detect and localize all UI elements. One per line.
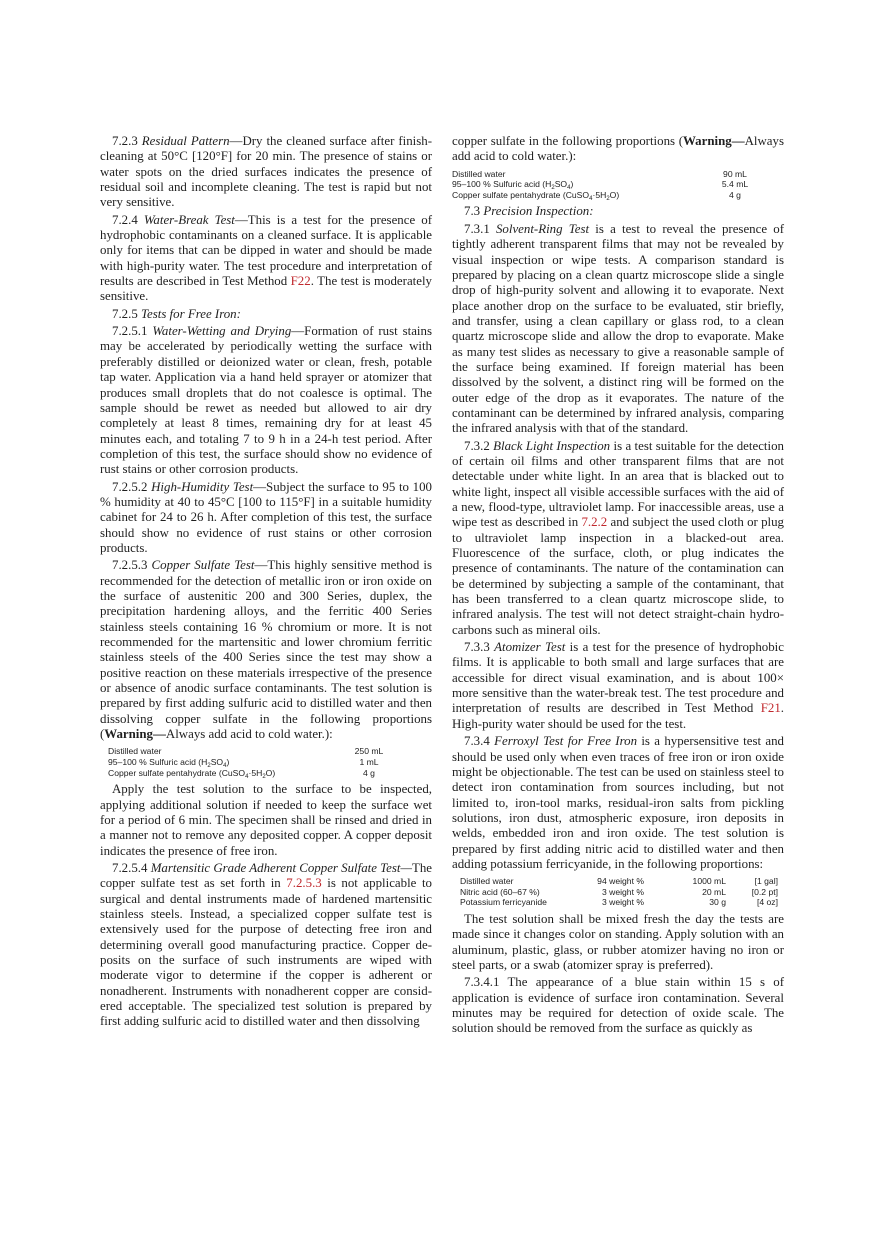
ingredient-text: ·5H: [592, 189, 607, 200]
subscript: 2: [606, 195, 610, 202]
section-title: Ferroxyl Test for Free Iron: [494, 734, 638, 749]
ingredient-cell: Nitric acid (60–67 %): [460, 886, 540, 897]
paragraph-text: —Dry the cleaned surface after finish-cleaning at 50°C [120°F] for 20 min. The presence of stains or water spots on the dried surfaces indicates the presence of residual soil and incomplete cleaning. The test is rapid but not very sensitive.: [100, 134, 432, 210]
link-f21[interactable]: F21: [760, 701, 781, 716]
ingredient-text: Copper sulfate pentahydrate (CuSO: [452, 189, 590, 200]
section-title: High-Humidity Test: [151, 479, 254, 494]
ingredient-text: O): [265, 767, 276, 778]
section-number: 7.3: [464, 204, 481, 219]
subscript: 2: [207, 763, 211, 769]
paragraph-7-3: [452, 204, 784, 219]
warning-text: Always add acid to cold water.):: [452, 134, 784, 164]
amount-cell: 4 g: [729, 189, 741, 200]
paragraph-text: . High-purity water should be used for the test.: [452, 701, 784, 731]
paragraph-text: The copper sulfate test as set forth in: [100, 860, 432, 891]
section-number: 7.3.4: [464, 734, 490, 749]
paragraph-text: is a test for the presence of hydrophobic films. It is applicable to both small and large surfaces that are accessible for direct visual examination, and is about 100× more sensitive than the water-break test. The test procedure and interpretation of results are described in Test Method: [452, 640, 784, 716]
paragraph-text: . The test is moderately sensitive.: [100, 274, 432, 304]
amount-cell: 5.4 mL: [721, 179, 749, 190]
paragraph-7-3-3: [452, 640, 784, 732]
section-title: Copper Sulfate Test: [151, 558, 255, 573]
section-title: Martensitic Grade Adherent Copper Sulfate Test—: [150, 860, 412, 875]
section-number: 7.3.3: [464, 640, 490, 655]
section-number: 7.3.4.1: [464, 975, 500, 990]
section-title: Water-Break Test: [143, 212, 235, 227]
paragraph-7-3-4: [452, 734, 784, 872]
paragraph-text: The appearance of a blue stain within 15 s of application is evidence of surface iron contamination. Several minutes may be required for detection of oxide scale. The solution should be removed from the surface as quickly as: [452, 975, 784, 1036]
left-column: [100, 134, 432, 1032]
subscript: 4: [245, 773, 249, 780]
paragraph-7-3-4-1: [452, 975, 784, 1036]
amount-cell: 1 mL: [359, 757, 379, 767]
weight-cell: 3 weight %: [601, 886, 644, 897]
ingredient-cell: Distilled water: [452, 168, 506, 179]
link-7-2-2[interactable]: 7.2.2: [581, 515, 608, 530]
paragraph-7-2-3: [100, 134, 432, 211]
section-number: 7.2.5.4: [112, 860, 148, 875]
subscript: 4: [589, 195, 593, 202]
paragraph-text: is a hypersensitive test and should be used only when even traces of free iron or iron oxide might be objectionable. The test can be used on stainless steel to detect iron contamination from sources including, but not limited to, iron-tool marks, residual-iron salts from pickling solutions, iron dust, atmospheric exposure, iron deposits in welds, embedded iron and iron oxide. The test solution is prepared by first adding nitric acid to distilled water and then adding potassium ferricyanide, in the following proportions:: [452, 734, 784, 871]
paragraph-text: is not applicable to surgical and dental instruments made of hardened martensitic stainless steels. Instead, a specialized copper sulfate test is extensively used for the purpose of detecting free iron and determining overall good manufacturing practice. Copper deposits on the surface of such instruments are wiped with moderate vigor to determine if the copper is adherent or nonadherent. Instruments with nonadherent copper are considered acceptable. The specialized test solution is prepared by first adding sulfuric acid to distilled water and then dissolving: [100, 876, 432, 1029]
copper-sulfate-recipe-table: [108, 746, 404, 778]
section-number: 7.2.4: [112, 212, 138, 227]
ingredient-text: SO: [210, 757, 224, 767]
section-title: Solvent-Ring Test: [495, 221, 590, 236]
paragraph-text: —Subject the surface to 95 to 100 % humidity at 40 to 45°C [100 to 115°F] in a suitable humidity cabinet for 24 to 26 h. After completion of this test, the surface should show no evidence of rust stains or other corrosion products.: [100, 479, 432, 555]
metric-cell: 1000 mL: [692, 876, 726, 887]
ingredient-cell: [452, 190, 700, 201]
paragraph-mixed-fresh: The test solution shall be mixed fresh the day the tests are made since it changes color on standing. Apply solution with an aluminum, plastic, glass, or rubber atomizer having no iron or steel parts, or a swab (atomizer spray is preferred).: [452, 912, 784, 973]
section-number: 7.2.3: [112, 134, 138, 148]
ingredient-text: ·5H: [248, 767, 263, 778]
ingredient-text: 95–100 % Sulfuric acid (H: [452, 179, 552, 190]
paragraph-text: and subject the used cloth or plug to ultraviolet lamp inspection in a blacked-out area. Fluorescence of the surface, cloth, or plug indicates the presence of contaminants. The nature of the contamination can be determined by subjecting a sample of the contaminant, that has been transferred to a clean quartz microscope slide, to infrared analysis. The test will not detect straight-chain hydrocarbons such as mineral oils.: [452, 515, 784, 637]
warning-text: Always add acid to cold water.):: [165, 727, 333, 742]
link-7-2-5-3[interactable]: 7.2.5.3: [286, 876, 322, 891]
ingredient-cell: [108, 757, 334, 768]
weight-cell: 3 weight %: [601, 897, 644, 908]
paragraph-7-3-2: [452, 439, 784, 638]
right-column: [452, 134, 784, 1039]
subscript: 2: [551, 185, 555, 192]
ingredient-cell: Distilled water: [108, 746, 162, 757]
section-number: 7.2.5.1: [112, 324, 148, 339]
ingredient-cell: [108, 768, 334, 779]
section-title: Atomizer Test: [494, 640, 566, 655]
metric-cell: 20 mL: [702, 886, 726, 897]
paragraph-text: is a test to reveal the presence of tightly adherent transparent films that may not be revealed by visual inspection or wipe tests. A comparison standard is prepared by placing on a clean quartz microscope slide a single drop of high-purity solvent and allowing it to evaporate. Next place another drop on the surface to be evaluated, stir briefly, and transfer, using a clean capillary or glass rod, to a clean quartz microscope slide and allow the drop to evaporate. Make as many test slides as necessary to give a reasonable sample of the surface being examined. If foreign material has been dissolved by the solvent, a distinct ring will be formed on the outer edge of the drop as it evaporates. The nature of the contaminant can be determined by infrared analysis, comparing the infrared analysis with that of the standard.: [452, 221, 784, 436]
imperial-cell: [0.2 pt]: [751, 886, 778, 897]
ingredient-text: ): [226, 757, 230, 767]
ferroxyl-recipe-table: [460, 876, 778, 908]
paragraph-7-2-5-1: [100, 324, 432, 477]
table-row: [460, 887, 778, 898]
section-title: Black Light Inspection: [493, 438, 611, 453]
section-number: 7.3.2: [464, 438, 490, 453]
amount-cell: 250 mL: [354, 746, 384, 757]
ingredient-text: 95–100 % Sulfuric acid (H: [108, 757, 208, 767]
paragraph-7-2-5-2: [100, 480, 432, 557]
weight-cell: 94 weight %: [597, 876, 644, 887]
section-number: 7.3.1: [464, 221, 490, 236]
paragraph-text: —This highly sensitive method is recommended for the detection of metallic iron or iron oxide on the surface of austenitic 200 and 300 Series, duplex, the precipitation hardening alloys, and the ferritic 400 Series stainless steels containing 16 % chromium or more. It is not recommended for the martensitic and lower chromium ferritic stainless steels of the 400 Series since the test may show a positive reaction on these materials irrespective of the presence or absence of anodic surface contaminants. The test solution is prepared by first adding sulfuric acid to distilled water and then dissolving copper sulfate in the following proportions (: [100, 558, 432, 742]
paragraph-7-2-4: [100, 213, 432, 305]
table-row: [452, 190, 770, 201]
section-title: Residual Pattern: [141, 134, 230, 148]
subscript: 4: [567, 185, 571, 192]
section-number: 7.2.5.2: [112, 479, 148, 494]
paragraph-continuation: [452, 134, 784, 165]
subscript: 2: [262, 773, 266, 780]
imperial-cell: [4 oz]: [756, 897, 778, 908]
table-row: [108, 768, 404, 779]
table-row: [108, 746, 404, 757]
paragraph-text: —This is a test for the presence of hydrophobic contaminants on a cleaned surface. It is applicable only for items that can be dipped in water and should be made with high-purity water. The test procedure and interpretation of results are described in Test Method: [100, 212, 432, 289]
section-number: 7.2.5.3: [112, 558, 148, 573]
paragraph-7-2-5: [100, 307, 432, 322]
paragraph-7-2-5-4: [100, 861, 432, 1030]
ingredient-text: ): [570, 179, 574, 190]
amount-cell: 4 g: [363, 767, 375, 778]
paragraph-7-2-5-3: [100, 558, 432, 742]
section-title: Water-Wetting and Drying: [152, 324, 292, 339]
table-row: [452, 169, 770, 180]
table-row: [460, 876, 778, 887]
table-row: [452, 179, 770, 190]
specialized-copper-sulfate-recipe-table: [452, 169, 770, 201]
imperial-cell: [1 gal]: [754, 876, 778, 887]
paragraph-text: copper sulfate in the following proportions (: [452, 134, 683, 148]
subscript: 4: [223, 763, 227, 769]
amount-cell: 90 mL: [723, 168, 747, 179]
warning-label: Warning—: [104, 727, 166, 742]
section-title: Precision Inspection:: [483, 204, 594, 219]
paragraph-7-3-1: [452, 222, 784, 437]
ingredient-cell: [452, 179, 700, 190]
ingredient-text: Copper sulfate pentahydrate (CuSO: [108, 767, 246, 778]
section-title: Tests for Free Iron:: [141, 306, 241, 321]
paragraph-apply-solution: Apply the test solution to the surface to be inspected, applying additional solution if needed to keep the surface wet for a period of 6 min. The specimen shall be rinsed and dried in a manner not to remove any deposited copper. A copper deposit indicates the presence of free iron.: [100, 782, 432, 858]
ingredient-text: SO: [554, 179, 568, 190]
ingredient-cell: Potassium ferricyanide: [460, 897, 547, 908]
metric-cell: 30 g: [709, 897, 726, 908]
link-f22[interactable]: F22: [290, 274, 311, 289]
ingredient-cell: Distilled water: [460, 876, 514, 887]
ingredient-text: O): [609, 189, 620, 200]
warning-label: Warning—: [683, 134, 745, 148]
section-number: 7.2.5: [112, 306, 138, 321]
table-row: [108, 757, 404, 768]
paragraph-text: —Formation of rust stains may be accelerated by periodically wetting the surface with preferably distilled or deionized water or clean, fresh, potable tap water. Application via a hand held sprayer or atomizer that produces small droplets that do not coalesce is optimal. The sample should be rewet as needed but allowed to air dry completely at least 8 times, remaining dry for at least 45 minutes each, and totaling 7 to 9 h in a 24-h test period. After completion of this test, the surface should show no evidence of rust stains or other corrosion products.: [100, 324, 432, 477]
table-row: [460, 897, 778, 908]
paragraph-text: is a test suitable for the detection of certain oil films and other transparent films that are not detectable under white light. In an area that is blacked out to white light, inspect all visible accessible surfaces with the aid of a new, flood-type, ultraviolet lamp. For inaccessible areas, use a wipe test as described in: [452, 438, 784, 530]
